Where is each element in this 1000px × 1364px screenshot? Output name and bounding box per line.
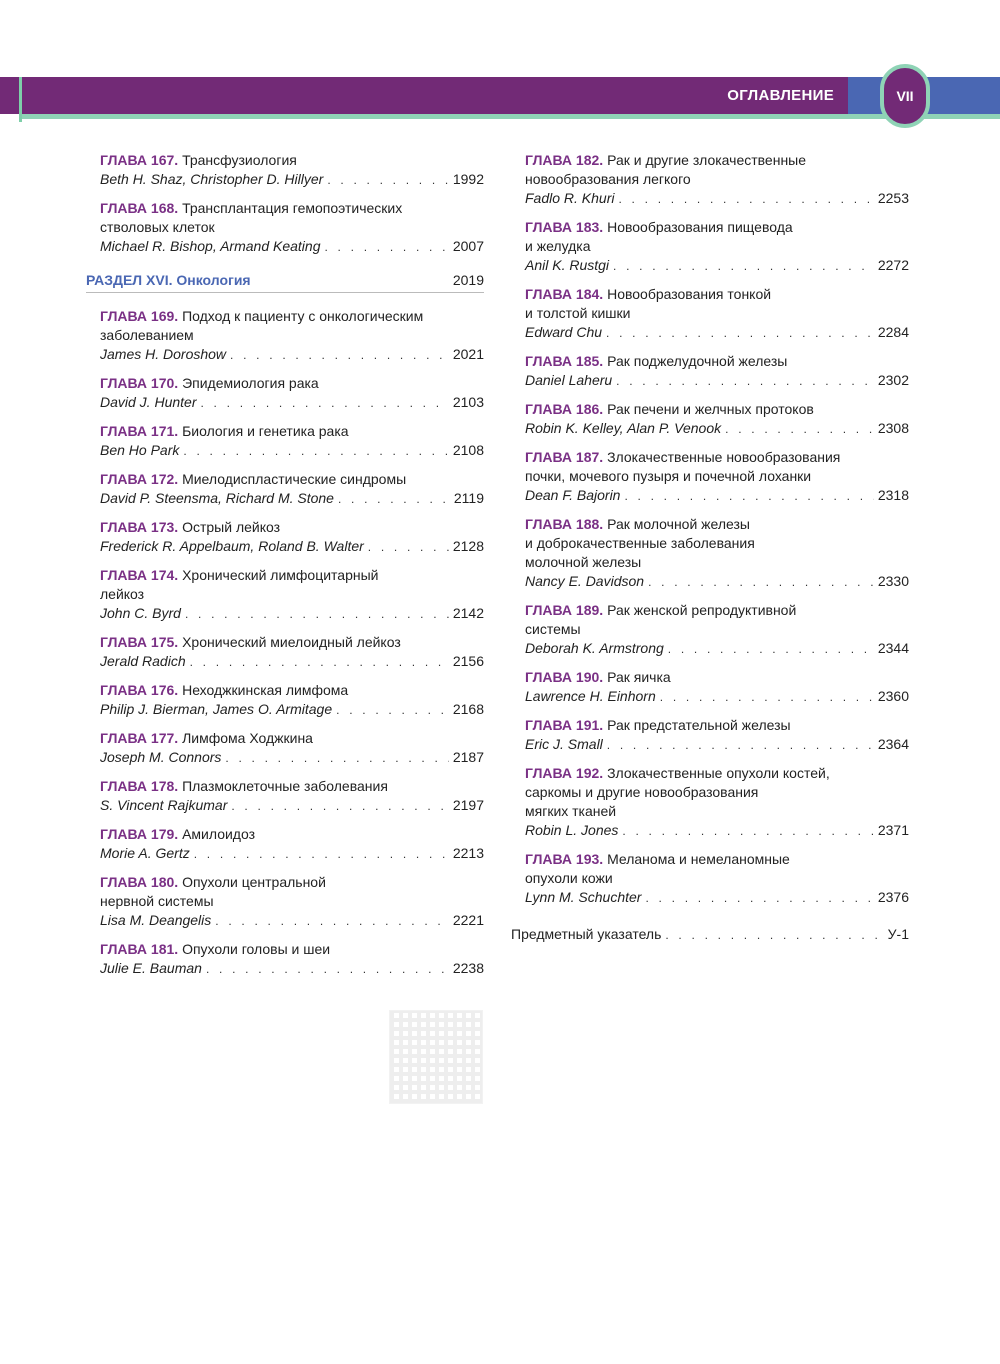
leader-dots (613, 257, 874, 276)
leader-dots (368, 538, 449, 557)
chapter-title: Рак печени и желчных протоков (607, 401, 814, 417)
chapter-title-line (525, 285, 909, 304)
chapter-page: 2376 (877, 889, 909, 905)
author-line (100, 959, 484, 979)
header-underline (22, 114, 1000, 119)
leader-dots (606, 324, 874, 343)
author-line (525, 256, 909, 276)
chapter-label: ГЛАВА 176. (100, 682, 179, 698)
chapter-label: ГЛАВА 174. (100, 567, 179, 583)
chapter-title-line (100, 729, 484, 748)
leader-dots (660, 688, 874, 707)
chapter-title-line (100, 422, 484, 441)
toc-entry[interactable] (525, 285, 909, 343)
chapter-authors: Lawrence H. Einhorn (525, 688, 656, 704)
chapter-title: Опухоли головы и шеи (182, 941, 331, 957)
toc-entry[interactable] (525, 448, 909, 506)
chapter-page: 2103 (452, 394, 484, 410)
chapter-authors: David J. Hunter (100, 394, 197, 410)
chapter-page: 2142 (452, 605, 484, 621)
chapter-page: 2119 (453, 490, 484, 506)
toc-entry[interactable] (525, 601, 909, 659)
leader-dots (645, 889, 873, 908)
chapter-authors: Eric J. Small (525, 736, 603, 752)
chapter-title-line (100, 940, 484, 959)
chapter-title-line (525, 783, 909, 802)
leader-dots (338, 490, 450, 509)
leader-dots (194, 845, 449, 864)
chapter-title-line (100, 777, 484, 796)
toc-entry[interactable] (525, 764, 909, 841)
chapter-title-line (525, 553, 909, 572)
toc-entry[interactable] (100, 825, 484, 864)
section-page: 2019 (452, 272, 484, 288)
leader-dots (200, 394, 448, 413)
page-number-badge: VII (880, 64, 930, 128)
chapter-page: 2187 (452, 749, 484, 765)
chapter-title: новообразования легкого (525, 171, 691, 187)
chapter-title: системы (525, 621, 581, 637)
chapter-title-line (100, 825, 484, 844)
chapter-title-line (100, 307, 484, 326)
chapter-title-line (100, 518, 484, 537)
chapter-page: 2156 (452, 653, 484, 669)
leader-dots (225, 749, 448, 768)
chapter-authors: Dean F. Bajorin (525, 487, 621, 503)
chapter-title-line (100, 873, 484, 892)
chapter-title: молочной железы (525, 554, 642, 570)
chapter-title-line (525, 170, 909, 189)
toc-entry[interactable] (100, 873, 484, 931)
leader-dots (648, 573, 874, 592)
chapter-title: Новообразования тонкой (607, 286, 772, 302)
author-line (525, 323, 909, 343)
chapter-title: Трансфузиология (182, 152, 297, 168)
chapter-label: ГЛАВА 183. (525, 219, 604, 235)
chapter-label: ГЛАВА 172. (100, 471, 179, 487)
leader-dots (616, 372, 874, 391)
chapter-title-line (100, 218, 484, 237)
chapter-authors: James H. Doroshow (100, 346, 227, 362)
chapter-list (100, 307, 484, 979)
toc-right-column (511, 151, 909, 942)
chapter-label: ГЛАВА 190. (525, 669, 604, 685)
chapter-title: Подход к пациенту с онкологическим (182, 308, 424, 324)
chapter-title-line (525, 515, 909, 534)
chapter-page: 2284 (877, 324, 909, 340)
chapter-title-line (525, 151, 909, 170)
author-line (100, 844, 484, 864)
chapter-page: 2197 (452, 797, 484, 813)
chapter-label: ГЛАВА 184. (525, 286, 604, 302)
chapter-authors: Robin L. Jones (525, 822, 619, 838)
toc-entry[interactable] (525, 218, 909, 276)
author-line (100, 796, 484, 816)
toc-entry[interactable] (525, 668, 909, 707)
chapter-title: Миелодиспластические синдромы (182, 471, 407, 487)
chapter-label: ГЛАВА 186. (525, 401, 604, 417)
chapter-title-line (525, 237, 909, 256)
leader-dots (327, 171, 449, 190)
chapter-title-line (100, 151, 484, 170)
chapter-label: ГЛАВА 181. (100, 941, 179, 957)
chapter-page: 2213 (452, 845, 484, 861)
header-title: ОГЛАВЛЕНИЕ (727, 87, 834, 104)
chapter-title: Хронический лимфоцитарный (182, 567, 379, 583)
chapter-title-line (100, 199, 484, 218)
leader-dots (206, 960, 449, 979)
chapter-title-line (525, 601, 909, 620)
toc-entry[interactable] (100, 729, 484, 768)
chapter-title: Неходжкинская лимфома (182, 682, 349, 698)
chapter-page: 2128 (452, 538, 484, 554)
chapter-title: лейкоз (100, 586, 145, 602)
subject-index-label: Предметный указатель (511, 926, 662, 942)
chapter-authors: David P. Steensma, Richard M. Stone (100, 490, 334, 506)
chapter-title: Злокачественные опухоли костей, (607, 765, 830, 781)
author-line (525, 821, 909, 841)
toc-entry[interactable] (100, 307, 484, 365)
chapter-label: ГЛАВА 192. (525, 765, 604, 781)
toc-entry[interactable] (100, 470, 484, 509)
chapter-title: Злокачественные новообразования (607, 449, 841, 465)
chapter-page: 2108 (452, 442, 484, 458)
author-line (525, 189, 909, 209)
chapter-page: 2318 (877, 487, 909, 503)
leader-dots (336, 701, 449, 720)
chapter-page: 2021 (452, 346, 484, 362)
chapter-title: мягких тканей (525, 803, 617, 819)
chapter-label: ГЛАВА 187. (525, 449, 604, 465)
leader-dots (607, 736, 874, 755)
chapter-authors: Ben Ho Park (100, 442, 180, 458)
section-label: РАЗДЕЛ XVI. (86, 272, 173, 288)
author-line (100, 604, 484, 624)
leader-dots (231, 797, 448, 816)
section-heading[interactable] (86, 272, 484, 293)
chapter-title-line (525, 716, 909, 735)
chapter-page: 2272 (877, 257, 909, 273)
author-line (525, 486, 909, 506)
chapter-page: 2168 (452, 701, 484, 717)
toc-entry[interactable] (100, 566, 484, 624)
toc-entry[interactable] (100, 422, 484, 461)
chapter-title: Рак молочной железы (607, 516, 750, 532)
chapter-title: Плазмоклеточные заболевания (182, 778, 388, 794)
chapter-authors: Jerald Radich (100, 653, 186, 669)
chapter-authors: Philip J. Bierman, James O. Armitage (100, 701, 333, 717)
leader-dots (185, 605, 449, 624)
chapter-label: ГЛАВА 180. (100, 874, 179, 890)
author-line (525, 371, 909, 391)
chapter-title: саркомы и другие новообразования (525, 784, 759, 800)
chapter-label: ГЛАВА 189. (525, 602, 604, 618)
chapter-title-line (100, 470, 484, 489)
author-line (525, 639, 909, 659)
toc-entry[interactable] (100, 374, 484, 413)
library-stamp (87, 1010, 483, 1102)
chapter-authors: Nancy E. Davidson (525, 573, 645, 589)
chapter-title: Опухоли центральной (182, 874, 326, 890)
chapter-authors: Julie E. Bauman (100, 960, 202, 976)
chapter-title-line (100, 681, 484, 700)
chapter-title: Рак поджелудочной железы (607, 353, 788, 369)
leader-dots (183, 442, 448, 461)
chapter-authors: Anil K. Rustgi (525, 257, 610, 273)
chapter-label: ГЛАВА 169. (100, 308, 179, 324)
chapter-label: ГЛАВА 182. (525, 152, 604, 168)
chapter-title-line (525, 218, 909, 237)
chapter-title-line (525, 668, 909, 687)
leader-dots (665, 928, 883, 942)
chapter-page: 2253 (877, 190, 909, 206)
chapter-authors: Edward Chu (525, 324, 603, 340)
leader-dots (230, 346, 449, 365)
chapter-authors: Frederick R. Appelbaum, Roland B. Walter (100, 538, 364, 554)
chapter-title: опухоли кожи (525, 870, 613, 886)
chapter-page: 2330 (877, 573, 909, 589)
author-line (525, 419, 909, 439)
toc-entry[interactable] (100, 940, 484, 979)
chapter-title-line (525, 802, 909, 821)
chapter-title-line (525, 620, 909, 639)
chapter-title: Хронический миелоидный лейкоз (182, 634, 401, 650)
chapter-title-line (100, 892, 484, 911)
chapter-list (100, 151, 484, 257)
chapter-title: заболеванием (100, 327, 194, 343)
chapter-label: ГЛАВА 167. (100, 152, 179, 168)
chapter-title: Лимфома Ходжкина (182, 730, 313, 746)
author-line (100, 700, 484, 720)
chapter-authors: John C. Byrd (100, 605, 181, 621)
author-line (100, 170, 484, 190)
chapter-authors: Lisa M. Deangelis (100, 912, 212, 928)
chapter-title-line (525, 467, 909, 486)
chapter-authors: Deborah K. Armstrong (525, 640, 664, 656)
chapter-list (525, 151, 909, 908)
chapter-page: 2238 (452, 960, 484, 976)
chapter-page: 2221 (452, 912, 484, 928)
author-line (525, 735, 909, 755)
chapter-title: Рак и другие злокачественные (607, 152, 807, 168)
toc-entry[interactable] (100, 518, 484, 557)
toc-entry[interactable] (100, 633, 484, 672)
chapter-title: стволовых клеток (100, 219, 215, 235)
chapter-title: Биология и генетика рака (182, 423, 349, 439)
chapter-title-line (100, 566, 484, 585)
leader-dots (725, 420, 874, 439)
author-line (525, 572, 909, 592)
toc-entry[interactable] (525, 151, 909, 209)
header-band (0, 77, 848, 114)
chapter-authors: Joseph M. Connors (100, 749, 222, 765)
toc-left-column (86, 151, 484, 988)
author-line (100, 911, 484, 931)
chapter-title: Амилоидоз (182, 826, 256, 842)
chapter-page: 1992 (452, 171, 484, 187)
chapter-title: Рак женской репродуктивной (607, 602, 797, 618)
chapter-page: 2302 (877, 372, 909, 388)
author-line (525, 687, 909, 707)
subject-index-page: У-1 (887, 926, 909, 942)
chapter-title: нервной системы (100, 893, 214, 909)
author-line (100, 748, 484, 768)
chapter-title: Рак яичка (607, 669, 671, 685)
chapter-page: 2364 (877, 736, 909, 752)
chapter-title: и желудка (525, 238, 591, 254)
author-line (100, 393, 484, 413)
chapter-title-line (525, 850, 909, 869)
chapter-label: ГЛАВА 193. (525, 851, 604, 867)
toc-entry[interactable] (100, 199, 484, 257)
chapter-title-line (525, 400, 909, 419)
leader-dots (668, 640, 874, 659)
chapter-page: 2360 (877, 688, 909, 704)
leader-dots (624, 487, 873, 506)
leader-dots (215, 912, 449, 931)
author-line (100, 537, 484, 557)
author-line (100, 345, 484, 365)
chapter-label: ГЛАВА 191. (525, 717, 604, 733)
chapter-page: 2308 (877, 420, 909, 436)
toc-entry[interactable] (525, 515, 909, 592)
chapter-title-line (100, 585, 484, 604)
chapter-label: ГЛАВА 173. (100, 519, 179, 535)
chapter-page: 2344 (877, 640, 909, 656)
author-line (100, 441, 484, 461)
chapter-title: Острый лейкоз (182, 519, 281, 535)
chapter-label: ГЛАВА 171. (100, 423, 179, 439)
chapter-title-line (100, 326, 484, 345)
chapter-label: ГЛАВА 188. (525, 516, 604, 532)
chapter-authors: Lynn M. Schuchter (525, 889, 642, 905)
qr-code-icon (389, 1010, 483, 1104)
chapter-title: Трансплантация гемопоэтических (182, 200, 403, 216)
chapter-title: Новообразования пищевода (607, 219, 793, 235)
chapter-title-line (525, 869, 909, 888)
chapter-label: ГЛАВА 185. (525, 353, 604, 369)
chapter-title-line (100, 633, 484, 652)
chapter-authors: Morie A. Gertz (100, 845, 190, 861)
chapter-title: Меланома и немеланомные (607, 851, 790, 867)
toc-entry[interactable] (525, 850, 909, 908)
toc-entry[interactable] (100, 777, 484, 816)
toc-entry[interactable] (525, 400, 909, 439)
toc-entry[interactable] (100, 151, 484, 190)
subject-index-entry[interactable] (511, 926, 909, 942)
chapter-title-line (525, 534, 909, 553)
chapter-title: и толстой кишки (525, 305, 631, 321)
chapter-title: почки, мочевого пузыря и почечной лоханки (525, 468, 812, 484)
author-line (100, 489, 484, 509)
chapter-title: и доброкачественные заболевания (525, 535, 755, 551)
chapter-label: ГЛАВА 175. (100, 634, 179, 650)
section-title: Онкология (176, 272, 251, 288)
chapter-label: ГЛАВА 178. (100, 778, 179, 794)
chapter-authors: Fadlo R. Khuri (525, 190, 615, 206)
toc-entry[interactable] (100, 681, 484, 720)
chapter-label: ГЛАВА 177. (100, 730, 179, 746)
chapter-page: 2007 (452, 238, 484, 254)
author-line (100, 652, 484, 672)
toc-entry[interactable] (525, 352, 909, 391)
chapter-title-line (525, 448, 909, 467)
leader-dots (618, 190, 873, 209)
chapter-title-line (525, 764, 909, 783)
leader-dots (622, 822, 873, 841)
chapter-authors: S. Vincent Rajkumar (100, 797, 228, 813)
chapter-label: ГЛАВА 170. (100, 375, 179, 391)
chapter-authors: Robin K. Kelley, Alan P. Venook (525, 420, 722, 436)
chapter-authors: Daniel Laheru (525, 372, 613, 388)
chapter-authors: Beth H. Shaz, Christopher D. Hillyer (100, 171, 324, 187)
chapter-title: Эпидемиология рака (182, 375, 319, 391)
chapter-title-line (525, 304, 909, 323)
chapter-authors: Michael R. Bishop, Armand Keating (100, 238, 321, 254)
author-line (100, 237, 484, 257)
chapter-title-line (100, 374, 484, 393)
chapter-title: Рак предстательной железы (607, 717, 791, 733)
chapter-title-line (525, 352, 909, 371)
chapter-label: ГЛАВА 168. (100, 200, 179, 216)
chapter-page: 2371 (877, 822, 909, 838)
toc-entry[interactable] (525, 716, 909, 755)
author-line (525, 888, 909, 908)
leader-dots (190, 653, 449, 672)
leader-dots (324, 238, 448, 257)
chapter-label: ГЛАВА 179. (100, 826, 179, 842)
